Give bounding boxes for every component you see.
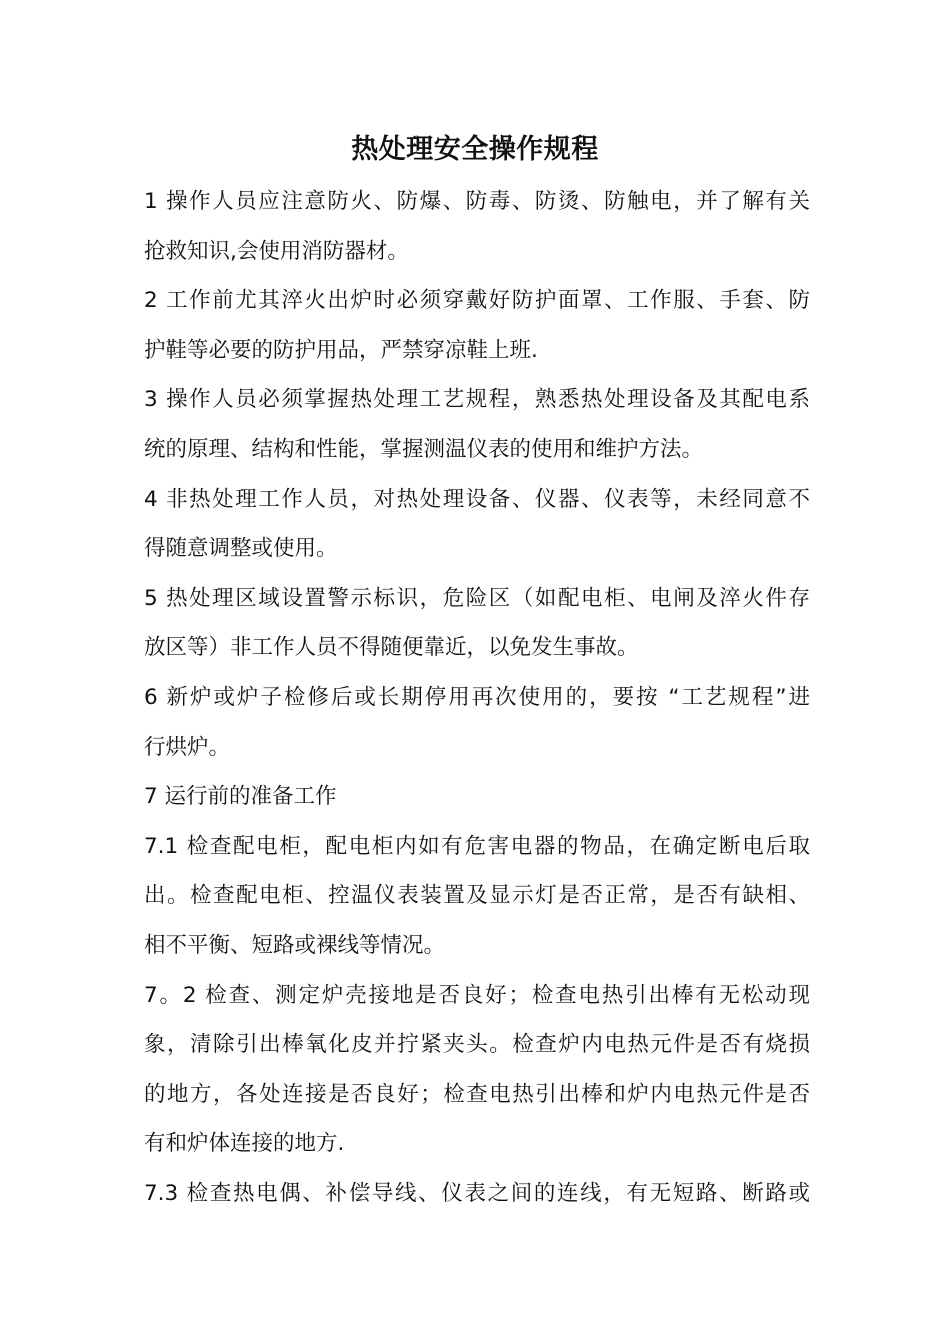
text-line: 7.3 检查热电偶、补偿导线、仪表之间的连线，有无短路、断路或 (144, 1180, 810, 1206)
text-line: 象，清除引出棒氧化皮并拧紧夹头。检查炉内电热元件是否有烧损 (144, 1032, 810, 1058)
text-line: 有和炉体连接的地方. (144, 1131, 345, 1157)
text-line: 6 新炉或炉子检修后或长期停用再次使用的，要按 “工艺规程”进 (144, 684, 810, 710)
text-line: 7。2 检查、测定炉壳接地是否良好；检查电热引出棒有无松动现 (144, 982, 810, 1008)
text-line: 得随意调整或使用。 (144, 536, 338, 562)
text-line: 行烘炉。 (144, 734, 231, 760)
text-line: 5 热处理区域设置警示标识，危险区（如配电柜、电闸及淬火件存 (144, 585, 810, 611)
text-line: 出。检查配电柜、控温仪表装置及显示灯是否正常，是否有缺相、 (144, 883, 810, 909)
text-line: 抢救知识,会使用消防器材。 (144, 238, 409, 264)
text-line: 的地方，各处连接是否良好；检查电热引出棒和炉内电热元件是否 (144, 1081, 810, 1107)
text-line: 7.1 检查配电柜，配电柜内如有危害电器的物品，在确定断电后取 (144, 833, 810, 859)
text-line: 1 操作人员应注意防火、防爆、防毒、防烫、防触电，并了解有关 (144, 189, 810, 214)
text-line: 2 工作前尤其淬火出炉时必须穿戴好防护面罩、工作服、手套、防 (144, 288, 810, 314)
document-title: 热处理安全操作规程 (351, 134, 599, 165)
text-line: 3 操作人员必须掌握热处理工艺规程，熟悉热处理设备及其配电系 (144, 387, 810, 413)
text-line: 4 非热处理工作人员，对热处理设备、仪器、仪表等，未经同意不 (144, 486, 810, 512)
text-line: 7 运行前的准备工作 (144, 784, 337, 810)
document-body (144, 177, 810, 1218)
text-line: 统的原理、结构和性能，掌握测温仪表的使用和维护方法。 (144, 436, 704, 462)
text-line: 放区等）非工作人员不得随便靠近，以免发生事故。 (144, 635, 639, 661)
text-line: 护鞋等必要的防护用品，严禁穿凉鞋上班. (144, 337, 538, 363)
text-line: 相不平衡、短路或裸线等情况。 (144, 932, 446, 958)
